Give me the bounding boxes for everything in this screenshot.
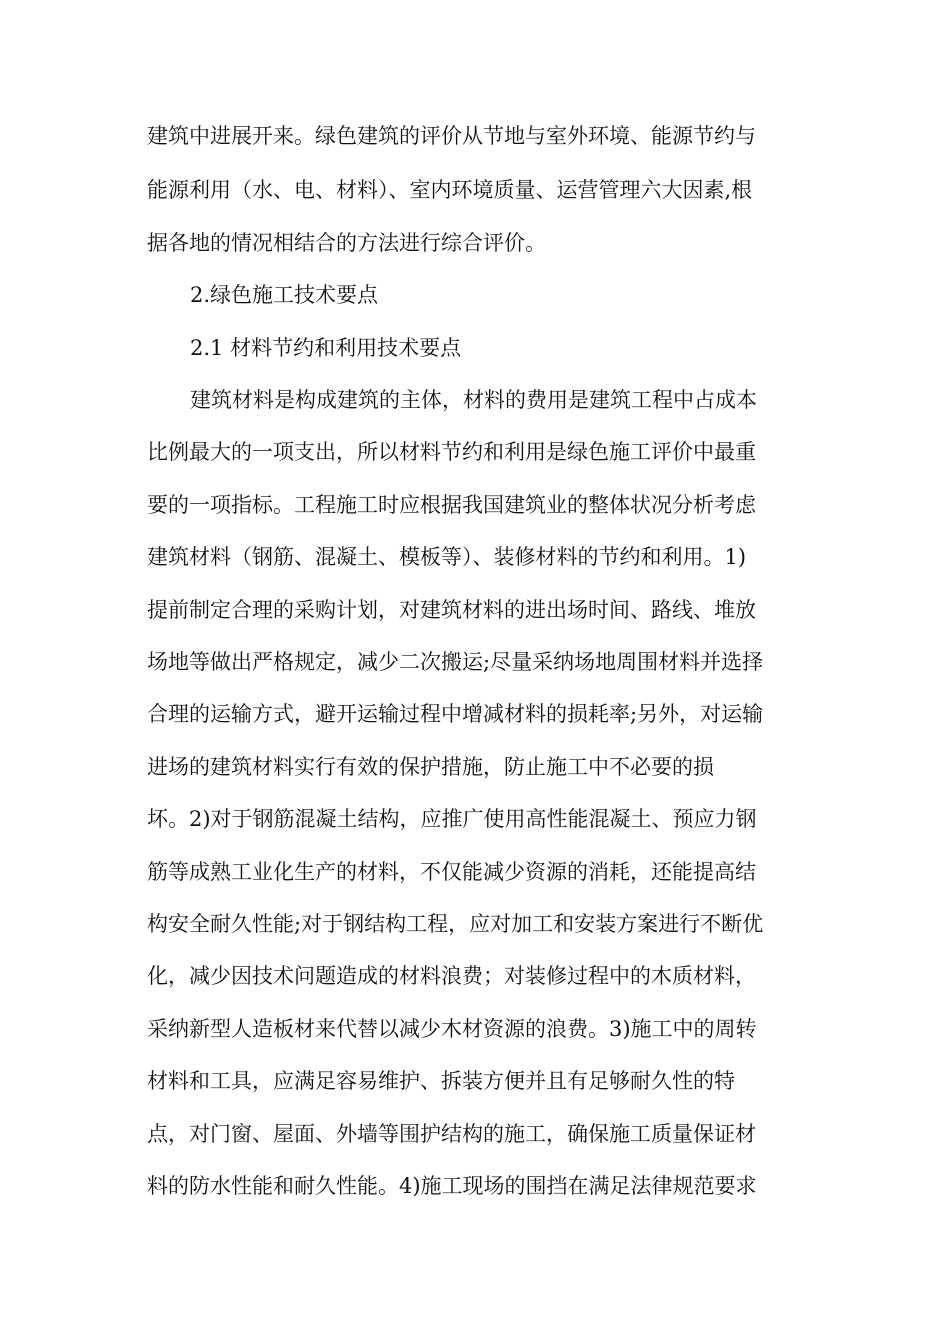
subsection-heading: 2.1 材料节约和利用技术要点 [190, 336, 462, 360]
text-line: 料的防水性能和耐久性能。4)施工现场的围挡在满足法律规范要求 [147, 1174, 757, 1198]
text-line: 建筑中进展开来。绿色建筑的评价从节地与室外环境、能源节约与 [147, 124, 756, 148]
text-line: 坏。2)对于钢筋混凝土结构，应推广使用高性能混凝土、预应力钢 [147, 807, 757, 831]
text-line: 材料和工具，应满足容易维护、拆装方便并且有足够耐久性的特 [147, 1069, 735, 1093]
text-line: 建筑材料（钢筋、混凝土、模板等）、装修材料的节约和利用。1) [147, 545, 747, 569]
text-line: 采纳新型人造板材来代替以减少木材资源的浪费。3)施工中的周转 [147, 1017, 757, 1041]
text-line: 提前制定合理的采购计划，对建筑材料的进出场时间、路线、堆放 [147, 598, 756, 622]
text-line: 点，对门窗、屋面、外墙等围护结构的施工，确保施工质量保证材 [147, 1122, 756, 1146]
text-line: 构安全耐久性能;对于钢结构工程，应对加工和安装方案进行不断优 [147, 912, 764, 936]
section-heading: 2.绿色施工技术要点 [190, 283, 379, 307]
text-line: 筋等成熟工业化生产的材料，不仅能减少资源的消耗，还能提高结 [147, 860, 756, 884]
text-line: 比例最大的一项支出，所以材料节约和利用是绿色施工评价中最重 [147, 440, 756, 464]
text-line: 能源利用（水、电、材料）、室内环境质量、运营管理六大因素,根 [147, 178, 753, 202]
text-line: 建筑材料是构成建筑的主体，材料的费用是建筑工程中占成本 [190, 388, 757, 412]
text-line: 要的一项指标。工程施工时应根据我国建筑业的整体状况分析考虑 [147, 493, 756, 517]
text-line: 场地等做出严格规定，减少二次搬运;尽量采纳场地周围材料并选择 [147, 650, 764, 674]
text-line: 化，减少因技术问题造成的材料浪费；对装修过程中的木质材料， [147, 964, 756, 988]
text-line: 合理的运输方式，避开运输过程中增减材料的损耗率;另外，对运输 [147, 702, 764, 726]
text-line: 据各地的情况相结合的方法进行综合评价。 [147, 231, 546, 255]
text-line: 进场的建筑材料实行有效的保护措施，防止施工中不必要的损 [147, 755, 714, 779]
